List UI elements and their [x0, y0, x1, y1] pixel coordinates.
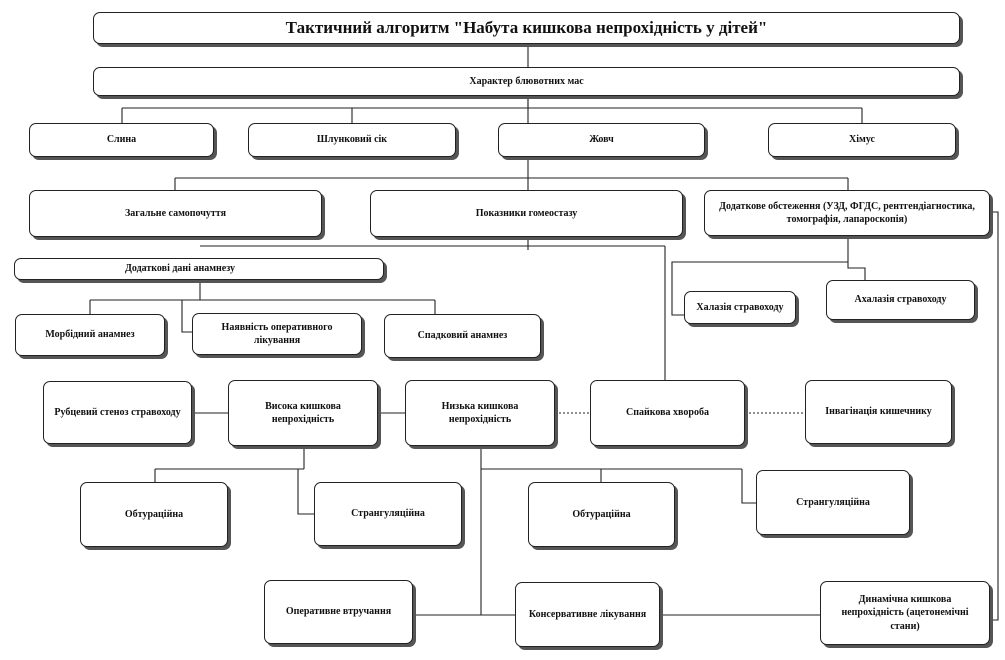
node-strangulation-low: Странгуляційна	[756, 470, 910, 535]
node-prior-surgery: Наявність оперативного лікування	[192, 313, 362, 355]
node-low-obstruction: Низька кишкова непрохідність	[405, 380, 555, 446]
node-vomit-character: Характер блювотних мас	[93, 67, 960, 96]
node-general-state: Загальне самопочуття	[29, 190, 322, 237]
node-achalasia: Ахалазія стравоходу	[826, 280, 975, 320]
node-adhesive-disease: Спайкова хвороба	[590, 380, 745, 446]
node-homeostasis: Показники гомеостазу	[370, 190, 683, 237]
node-morbid-anamnesis: Морбідний анамнез	[15, 314, 165, 356]
node-obturation-low: Обтураційна	[528, 482, 675, 547]
node-high-obstruction: Висока кишкова непрохідність	[228, 380, 378, 446]
node-gastric-juice: Шлунковий сік	[248, 123, 456, 157]
node-bile: Жовч	[498, 123, 705, 157]
node-scar-stenosis: Рубцевий стеноз стравоходу	[43, 381, 192, 444]
node-additional-exam: Додаткове обстеження (УЗД, ФГДС, рентгендіагностика, томографія, лапароскопія)	[704, 190, 990, 236]
node-dynamic-obstruction: Динамічна кишкова непрохідність (ацетонемічні стани)	[820, 581, 990, 645]
node-chyme: Хімус	[768, 123, 956, 157]
node-surgery: Оперативне втручання	[264, 580, 413, 644]
node-conservative: Консервативне лікування	[515, 582, 660, 647]
node-invagination: Інвагінація кишечнику	[805, 380, 952, 444]
diagram-title: Тактичний алгоритм "Набута кишкова непрохідність у дітей"	[93, 12, 960, 44]
node-chalasia: Халазія стравоходу	[684, 291, 796, 324]
node-obturation-high: Обтураційна	[80, 482, 228, 547]
node-hereditary-anamnesis: Спадковий анамнез	[384, 314, 541, 358]
node-additional-anamnesis: Додаткові дані анамнезу	[14, 258, 384, 280]
node-strangulation-high: Странгуляційна	[314, 482, 462, 546]
node-saliva: Слина	[29, 123, 214, 157]
